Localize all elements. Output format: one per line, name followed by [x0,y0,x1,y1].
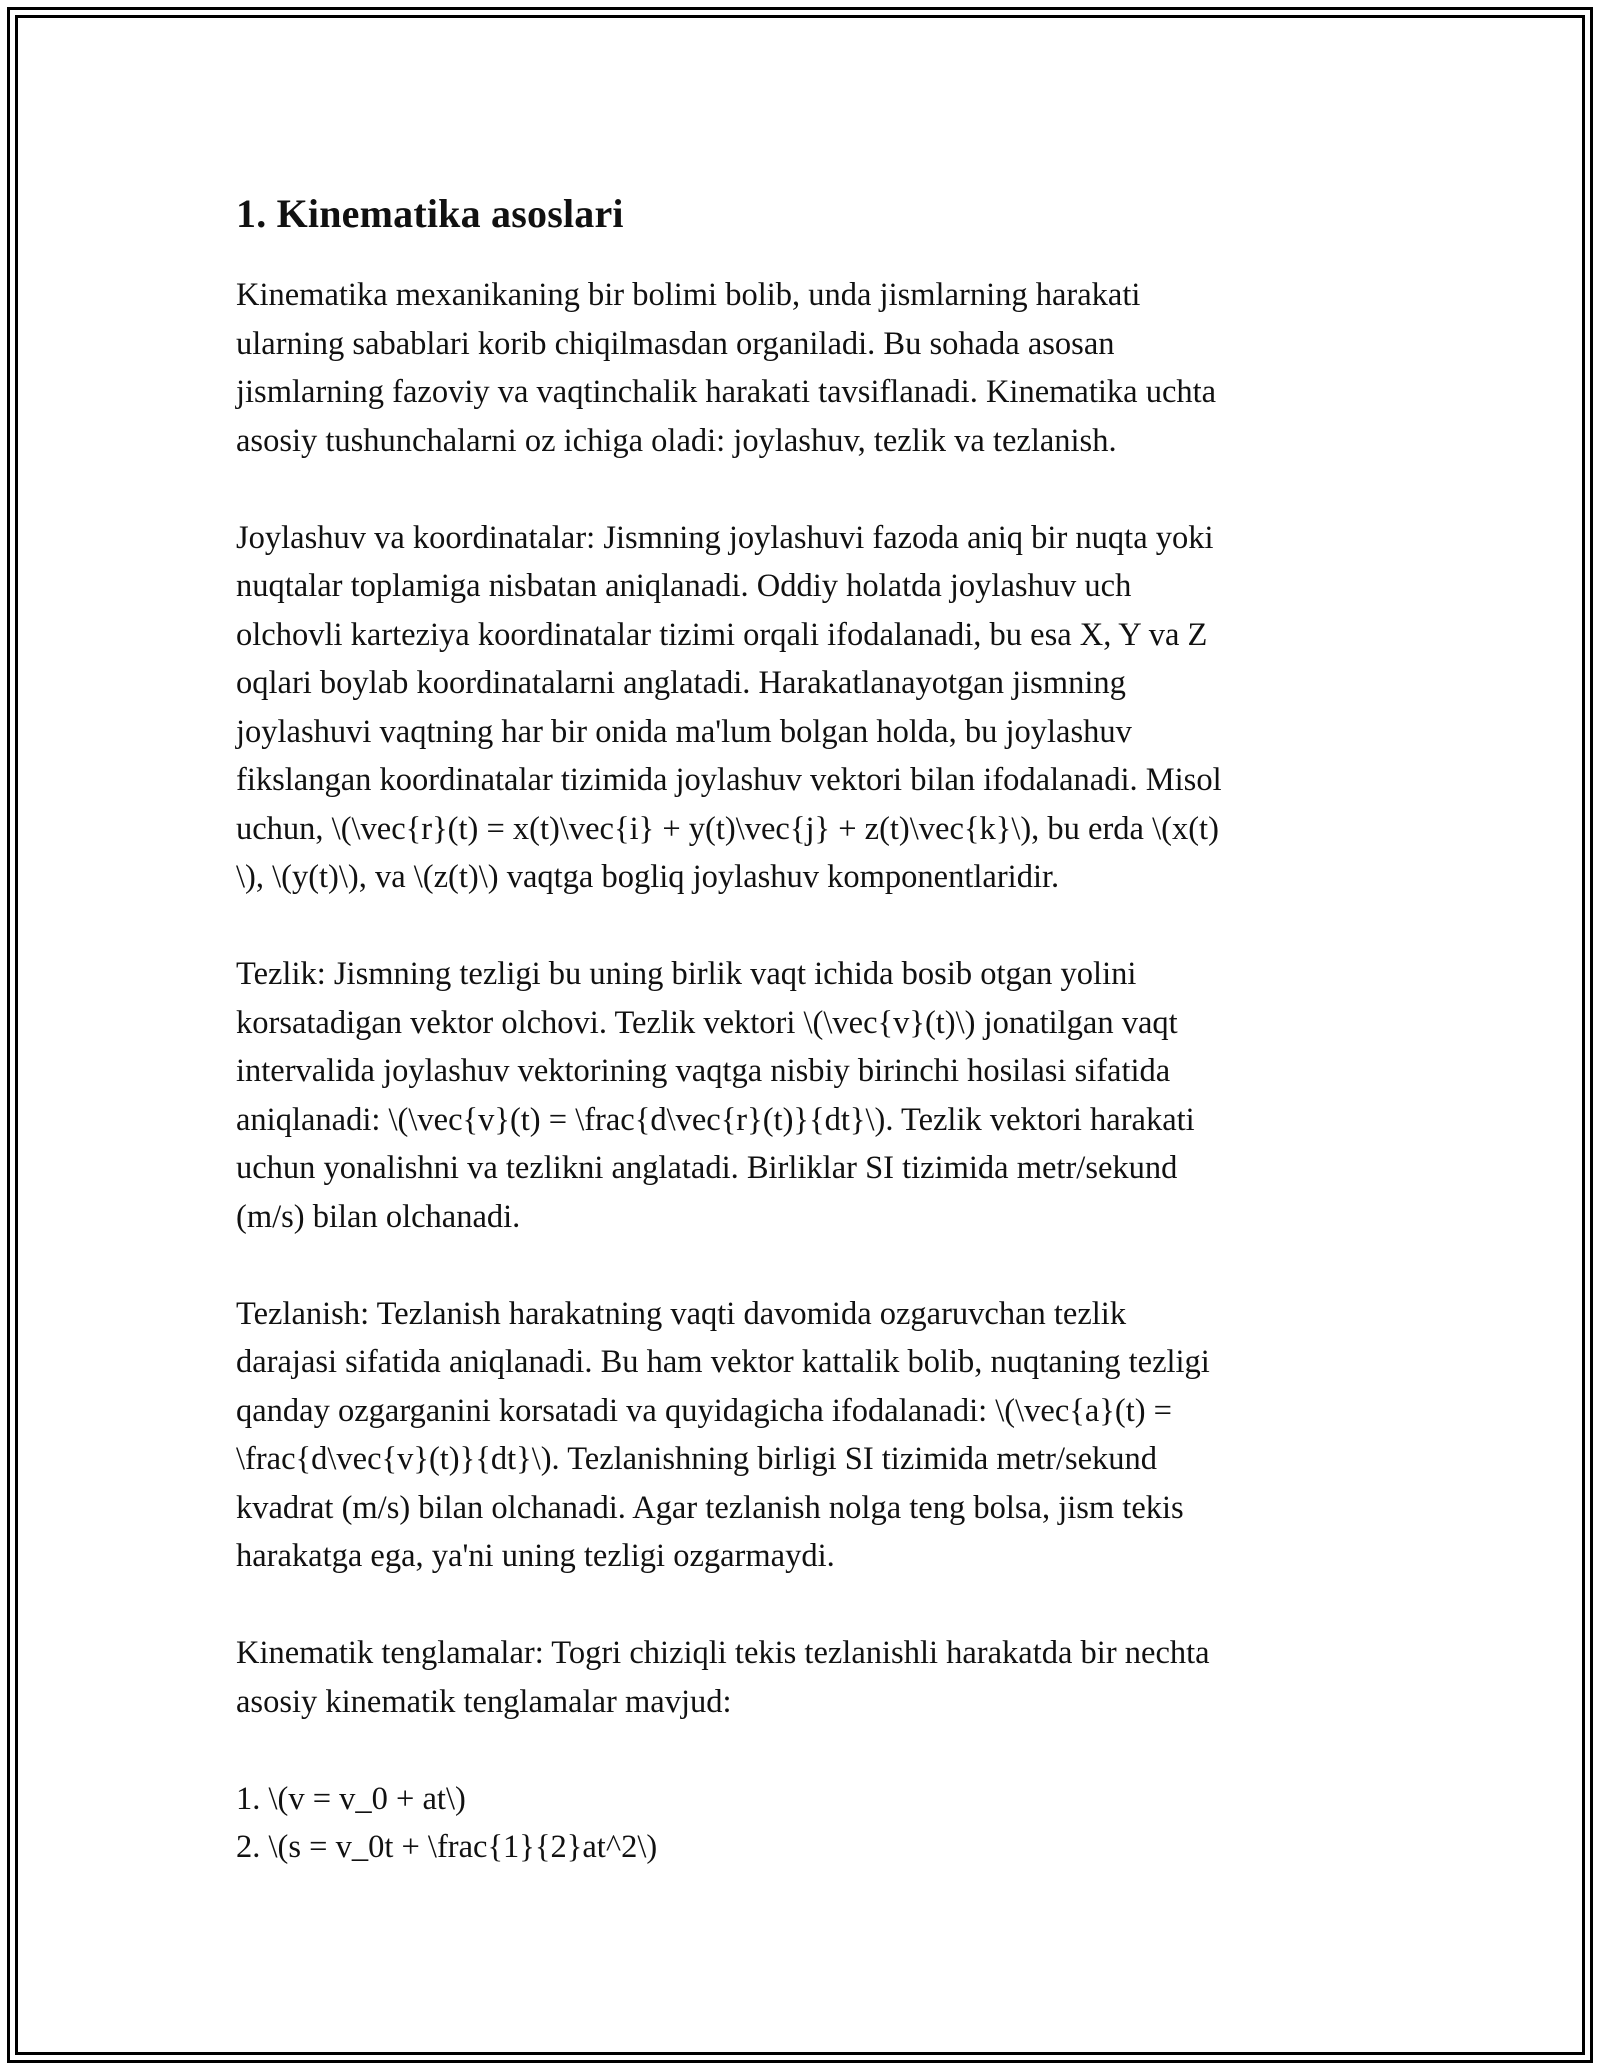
paragraph-position: Joylashuv va koordinatalar: Jismning joylashuvi fazoda aniq bir nuqta yoki nuqtalar toplamiga nisbatan aniqlanadi. Oddiy holatda joylashuv uch olchovli karteziya koordinatalar tizimi orqali ifodalanadi, bu esa X, Y va Z oqlari boylab koordinatalarni anglatadi. Harakatlanayotgan jismning joylashuvi vaqtning har bir onida ma'lum bolgan holda, bu joylashuv fikslangan koordinatalar tizimida joylashuv vektori bilan ifodalanadi. Misol uchun, \(\vec{r}(t) = x(t)\vec{i} + y(t)\vec{j} + z(t)\vec{k}\), bu erda \(x(t) \), \(y(t)\), va \(z(t)\) vaqtga bogliq joylashuv komponentlaridir. [236,519,1222,895]
document-body [236,186,1356,1872]
paragraph-velocity: Tezlik: Jismning tezligi bu uning birlik vaqt ichida bosib otgan yolini korsatadigan vektor olchovi. Tezlik vektori \(\vec{v}(t)\) jonatilgan vaqt intervalida joylashuv vektorining vaqtga nisbiy birinchi hosilasi sifatida aniqlanadi: \(\vec{v}(t) = \frac{d\vec{r}(t)}{dt}\). Tezlik vektori harakati uchun yonalishni va tezlikni anglatadi. Birliklar SI tizimida metr/sekund (m/s) bilan olchanadi. [236,956,1195,1235]
equation-item: 1. \(v = v_0 + at\) [236,1780,466,1817]
paragraph-kinematic-equations: Kinematik tenglamalar: Togri chiziqli tekis tezlanishli harakatda bir nechta asosiy kinematik tenglamalar mavjud: [236,1635,1210,1720]
paragraph-acceleration: Tezlanish: Tezlanish harakatning vaqti davomida ozgaruvchan tezlik darajasi sifatida aniqlanadi. Bu ham vektor kattalik bolib, nuqtaning tezligi qanday ozgarganini korsatadi va quyidagicha ifodalanadi: \(\vec{a}(t) = \frac{d\vec{v}(t)}{dt}\). Tezlanishning birligi SI tizimida metr/sekund kvadrat (m/s) bilan olchanadi. Agar tezlanish nolga teng bolsa, jism tekis harakatga ega, ya'ni uning tezligi ozgarmaydi. [236,1295,1210,1574]
equation-item: 2. \(s = v_0t + \frac{1}{2}at^2\) [236,1829,658,1865]
paragraph-intro: Kinematika mexanikaning bir bolimi bolib, unda jismlarning harakati ularning sabablari korib chiqilmasdan organiladi. Bu sohada asosan jismlarning fazoviy va vaqtinchalik harakati tavsiflanadi. Kinematika uchta asosiy tushunchalarni oz ichiga oladi: joylashuv, tezlik va tezlanish. [236,277,1217,459]
equation-list [236,1775,1356,1872]
section-title: 1. Kinematika asoslari [236,191,624,236]
